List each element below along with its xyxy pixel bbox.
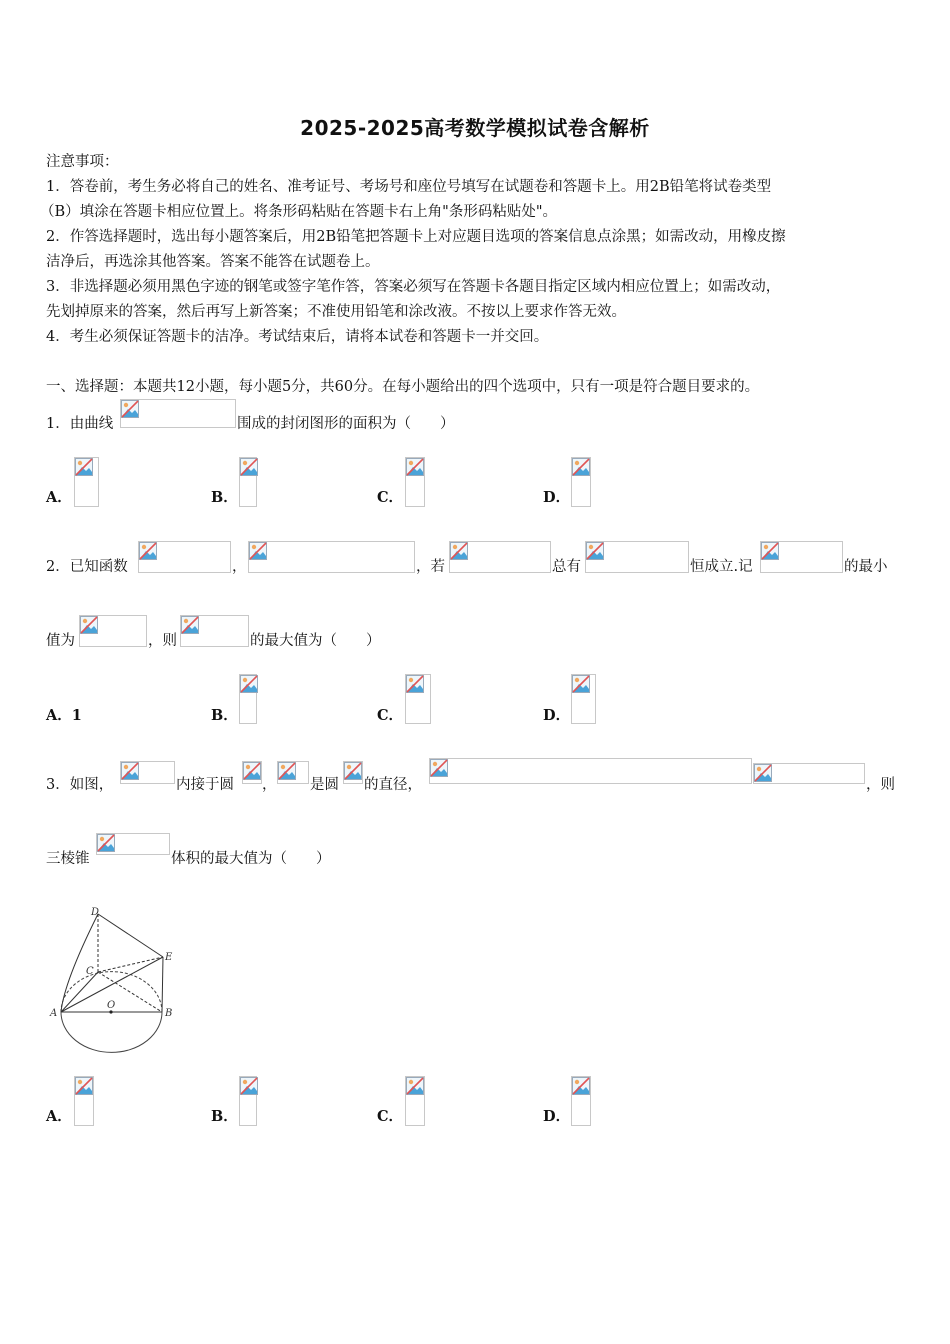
option-d: D． (543, 489, 571, 506)
broken-image-icon (80, 616, 98, 634)
broken-image-icon (243, 762, 261, 780)
broken-image-icon (75, 1077, 93, 1095)
notice-line: 1．答卷前，考生务必将自己的姓名、准考证号、考场号和座位号填写在试题卷和答题卡上。用2B铅笔将试卷类型 (46, 179, 772, 195)
formula-image (449, 541, 551, 573)
broken-image-icon (586, 542, 604, 560)
q3-shiyuan: 是圆 (310, 777, 339, 793)
option-a: A．1 (46, 707, 82, 724)
broken-image-icon (121, 400, 139, 418)
option-image (239, 1076, 257, 1126)
broken-image-icon (278, 762, 296, 780)
q2-zongyou: 总有 (552, 559, 581, 575)
label-e: E (165, 952, 173, 963)
q2-ze: ，则 (148, 633, 177, 649)
option-image (571, 1076, 591, 1126)
broken-image-icon (572, 1077, 590, 1095)
option-b: B． (211, 707, 238, 724)
formula-image (429, 758, 752, 784)
formula-image (277, 761, 309, 784)
option-image (239, 674, 257, 724)
option-image (74, 1076, 94, 1126)
option-c: C． (377, 1108, 404, 1125)
notice-line: 洁净后，再选涂其他答案。答案不能答在试题卷上。 (46, 254, 380, 270)
label-b: B (165, 1008, 173, 1019)
notice-line: （B）填涂在答题卡相应位置上。将条形码粘贴在答题卡右上角"条形码粘贴处"。 (40, 204, 557, 220)
option-a: A． (46, 489, 72, 506)
q2-line2-prefix: 值为 (46, 633, 75, 649)
q2-zuixiao: 的最小 (844, 559, 888, 575)
notice-line: 2．作答选择题时，选出每小题答案后，用2B铅笔把答题卡上对应题目选项的答案信息点涂黑；如需改动，用橡皮擦 (46, 229, 786, 245)
broken-image-icon (572, 675, 590, 693)
label-d: D (91, 907, 100, 918)
broken-image-icon (240, 1077, 258, 1095)
broken-image-icon (761, 542, 779, 560)
geometry-figure (46, 902, 186, 1057)
option-a: A． (46, 1108, 72, 1125)
formula-image (79, 615, 147, 647)
notice-heading: 注意事项： (46, 154, 119, 170)
label-o: O (107, 1000, 116, 1011)
broken-image-icon (249, 542, 267, 560)
q3-line2-suffix: 体积的最大值为（ ） (171, 851, 331, 867)
q3-comma: ， (262, 777, 277, 793)
broken-image-icon (450, 542, 468, 560)
formula-image (242, 761, 262, 784)
q3-zhijing: 的直径， (364, 777, 422, 793)
broken-image-icon (139, 542, 157, 560)
formula-image (248, 541, 415, 573)
formula-image (585, 541, 689, 573)
q3-ze: ，则 (866, 777, 895, 793)
segment-ca (61, 972, 98, 1012)
broken-image-icon (181, 616, 199, 634)
option-image (239, 457, 257, 507)
option-d: D． (543, 1108, 571, 1125)
option-image (405, 674, 431, 724)
segment-de (98, 914, 163, 957)
page-title: 2025-2025高考数学模拟试卷含解析 (300, 116, 650, 140)
broken-image-icon (406, 1077, 424, 1095)
option-image (405, 1076, 425, 1126)
segment-eb (162, 957, 163, 1012)
formula-image (343, 761, 363, 784)
broken-image-icon (406, 675, 424, 693)
q2-prefix: 2．已知函数 (46, 559, 128, 575)
q1-prefix: 1．由曲线 (46, 416, 114, 432)
broken-image-icon (121, 762, 139, 780)
option-c: C． (377, 489, 404, 506)
option-image (571, 674, 596, 724)
q3-neijie: 内接于圆 (176, 777, 234, 793)
broken-image-icon (754, 764, 772, 782)
broken-image-icon (406, 458, 424, 476)
option-d: D． (543, 707, 571, 724)
label-a: A (50, 1008, 58, 1019)
broken-image-icon (430, 759, 448, 777)
formula-image (138, 541, 231, 573)
notice-line: 3．非选择题必须用黑色字迹的钢笔或签字笔作答，答案必须写在答题卡各题目指定区域内相应位置上；如需改动， (46, 279, 781, 295)
broken-image-icon (240, 675, 258, 693)
notice-line: 4．考生必须保证答题卡的洁净。考试结束后，请将本试卷和答题卡一并交回。 (46, 329, 549, 345)
circle-lower-arc (61, 1012, 162, 1052)
formula-image (120, 399, 236, 428)
broken-image-icon (572, 458, 590, 476)
option-b: B． (211, 489, 238, 506)
q2-line2-suffix: 的最大值为（ ） (250, 633, 381, 649)
formula-image (180, 615, 249, 647)
q3-prefix: 3．如图， (46, 777, 114, 793)
section-heading: 一、选择题：本题共12小题，每小题5分，共60分。在每小题给出的四个选项中，只有一项是符合题目要求的。 (46, 379, 760, 395)
segment-da (61, 914, 98, 1012)
formula-image (753, 763, 865, 784)
q2-ruo: ，若 (416, 559, 445, 575)
q1-suffix: 围成的封闭图形的面积为（ ） (237, 416, 455, 432)
notice-line: 先划掉原来的答案，然后再写上新答案；不准使用铅笔和涂改液。不按以上要求作答无效。 (46, 304, 626, 320)
q2-hengcheng: 恒成立.记 (690, 559, 753, 575)
option-image (74, 457, 99, 507)
option-b: B． (211, 1108, 238, 1125)
segment-ce (98, 957, 163, 972)
formula-image (120, 761, 175, 784)
broken-image-icon (75, 458, 93, 476)
option-c: C． (377, 707, 404, 724)
label-c: C (86, 966, 94, 977)
option-image (571, 457, 591, 507)
option-image (405, 457, 425, 507)
q3-line2-prefix: 三棱锥 (46, 851, 90, 867)
formula-image (760, 541, 843, 573)
broken-image-icon (240, 458, 258, 476)
broken-image-icon (97, 834, 115, 852)
broken-image-icon (344, 762, 362, 780)
q2-comma: ， (232, 559, 247, 575)
formula-image (96, 833, 170, 855)
